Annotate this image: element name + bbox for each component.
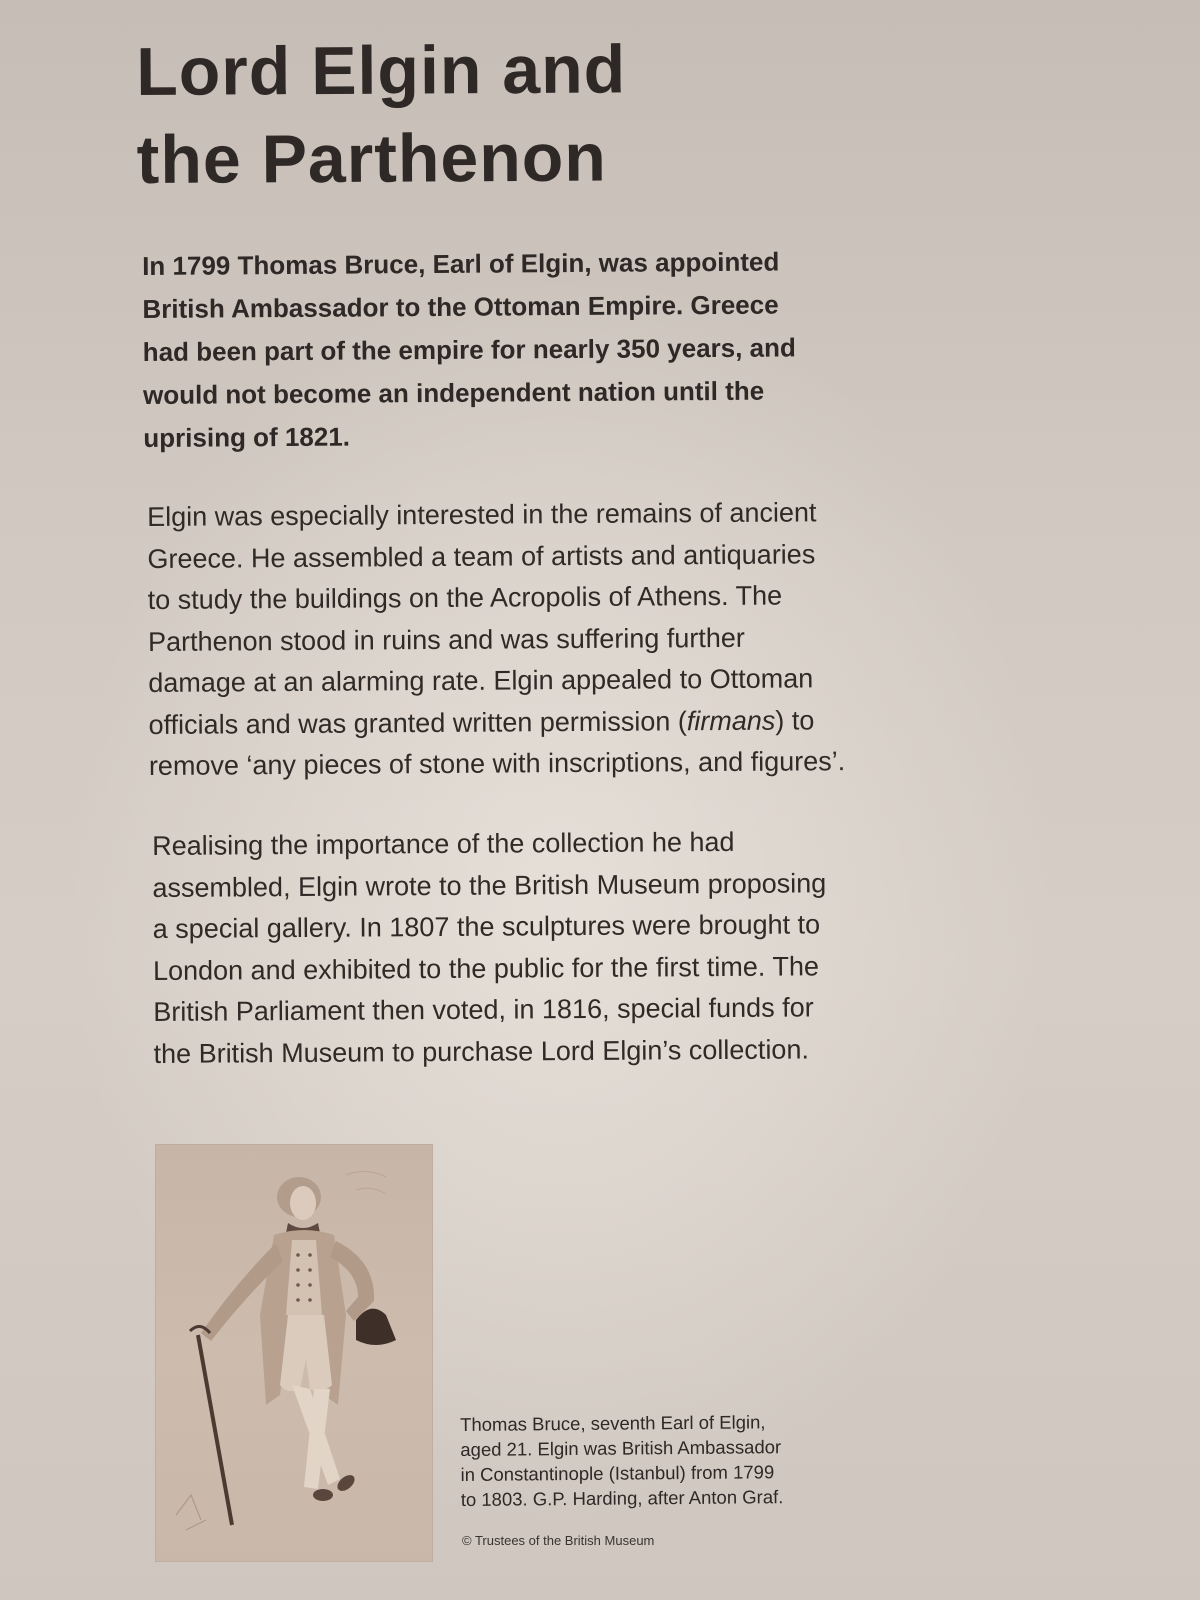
body-line: Elgin was especially interested in the remains of ancient bbox=[147, 497, 817, 532]
intro-line: uprising of 1821. bbox=[143, 421, 351, 453]
body-paragraph-elgin-interest bbox=[147, 491, 949, 787]
intro-paragraph bbox=[142, 239, 933, 460]
body-text: ) to bbox=[775, 704, 815, 736]
caption-line: aged 21. Elgin was British Ambassador bbox=[460, 1436, 782, 1460]
body-line bbox=[148, 699, 948, 746]
page-title bbox=[136, 25, 627, 204]
portrait-image-earl-of-elgin bbox=[156, 1145, 432, 1561]
body-line: damage at an alarming rate. Elgin appealed to Ottoman bbox=[148, 663, 814, 698]
caption-line: Thomas Bruce, seventh Earl of Elgin, bbox=[460, 1411, 766, 1435]
body-line: assembled, Elgin wrote to the British Museum proposing bbox=[152, 867, 827, 903]
intro-line: British Ambassador to the Ottoman Empire. Greece bbox=[142, 289, 779, 324]
body-line: British Parliament then voted, in 1816, special funds for bbox=[153, 992, 814, 1027]
body-line: to study the buildings on the Acropolis of Athens. The bbox=[147, 580, 783, 615]
title-line-2: the Parthenon bbox=[136, 119, 608, 198]
copyright-credit: © Trustees of the British Museum bbox=[462, 1533, 655, 1548]
body-line: a special gallery. In 1807 the sculptures were brought to bbox=[152, 909, 821, 944]
intro-line: had been part of the empire for nearly 350 years, and bbox=[142, 332, 796, 367]
body-line: Greece. He assembled a team of artists and antiquaries bbox=[147, 538, 816, 574]
intro-line: In 1799 Thomas Bruce, Earl of Elgin, was appointed bbox=[142, 246, 780, 281]
intro-line: would not become an independent nation until the bbox=[142, 375, 765, 410]
body-line: remove ‘any pieces of stone with inscriptions, and figures’. bbox=[148, 746, 846, 781]
body-paragraph-british-museum bbox=[152, 820, 944, 1075]
caption-line: to 1803. G.P. Harding, after Anton Graf. bbox=[460, 1486, 784, 1510]
caption-line: in Constantinople (Istanbul) from 1799 bbox=[460, 1461, 775, 1485]
body-line: Parthenon stood in ruins and was suffering further bbox=[147, 622, 745, 657]
body-text: officials and was granted written permission ( bbox=[148, 705, 687, 740]
title-line-1: Lord Elgin and bbox=[136, 31, 627, 110]
body-line: London and exhibited to the public for the first time. The bbox=[152, 950, 820, 986]
portrait-caption bbox=[460, 1408, 881, 1512]
portrait-drawing bbox=[156, 1145, 432, 1561]
body-line: the British Museum to purchase Lord Elgin’s collection. bbox=[153, 1033, 810, 1069]
firmans-italic-term: firmans bbox=[686, 705, 776, 736]
body-line: Realising the importance of the collection he had bbox=[152, 826, 735, 861]
